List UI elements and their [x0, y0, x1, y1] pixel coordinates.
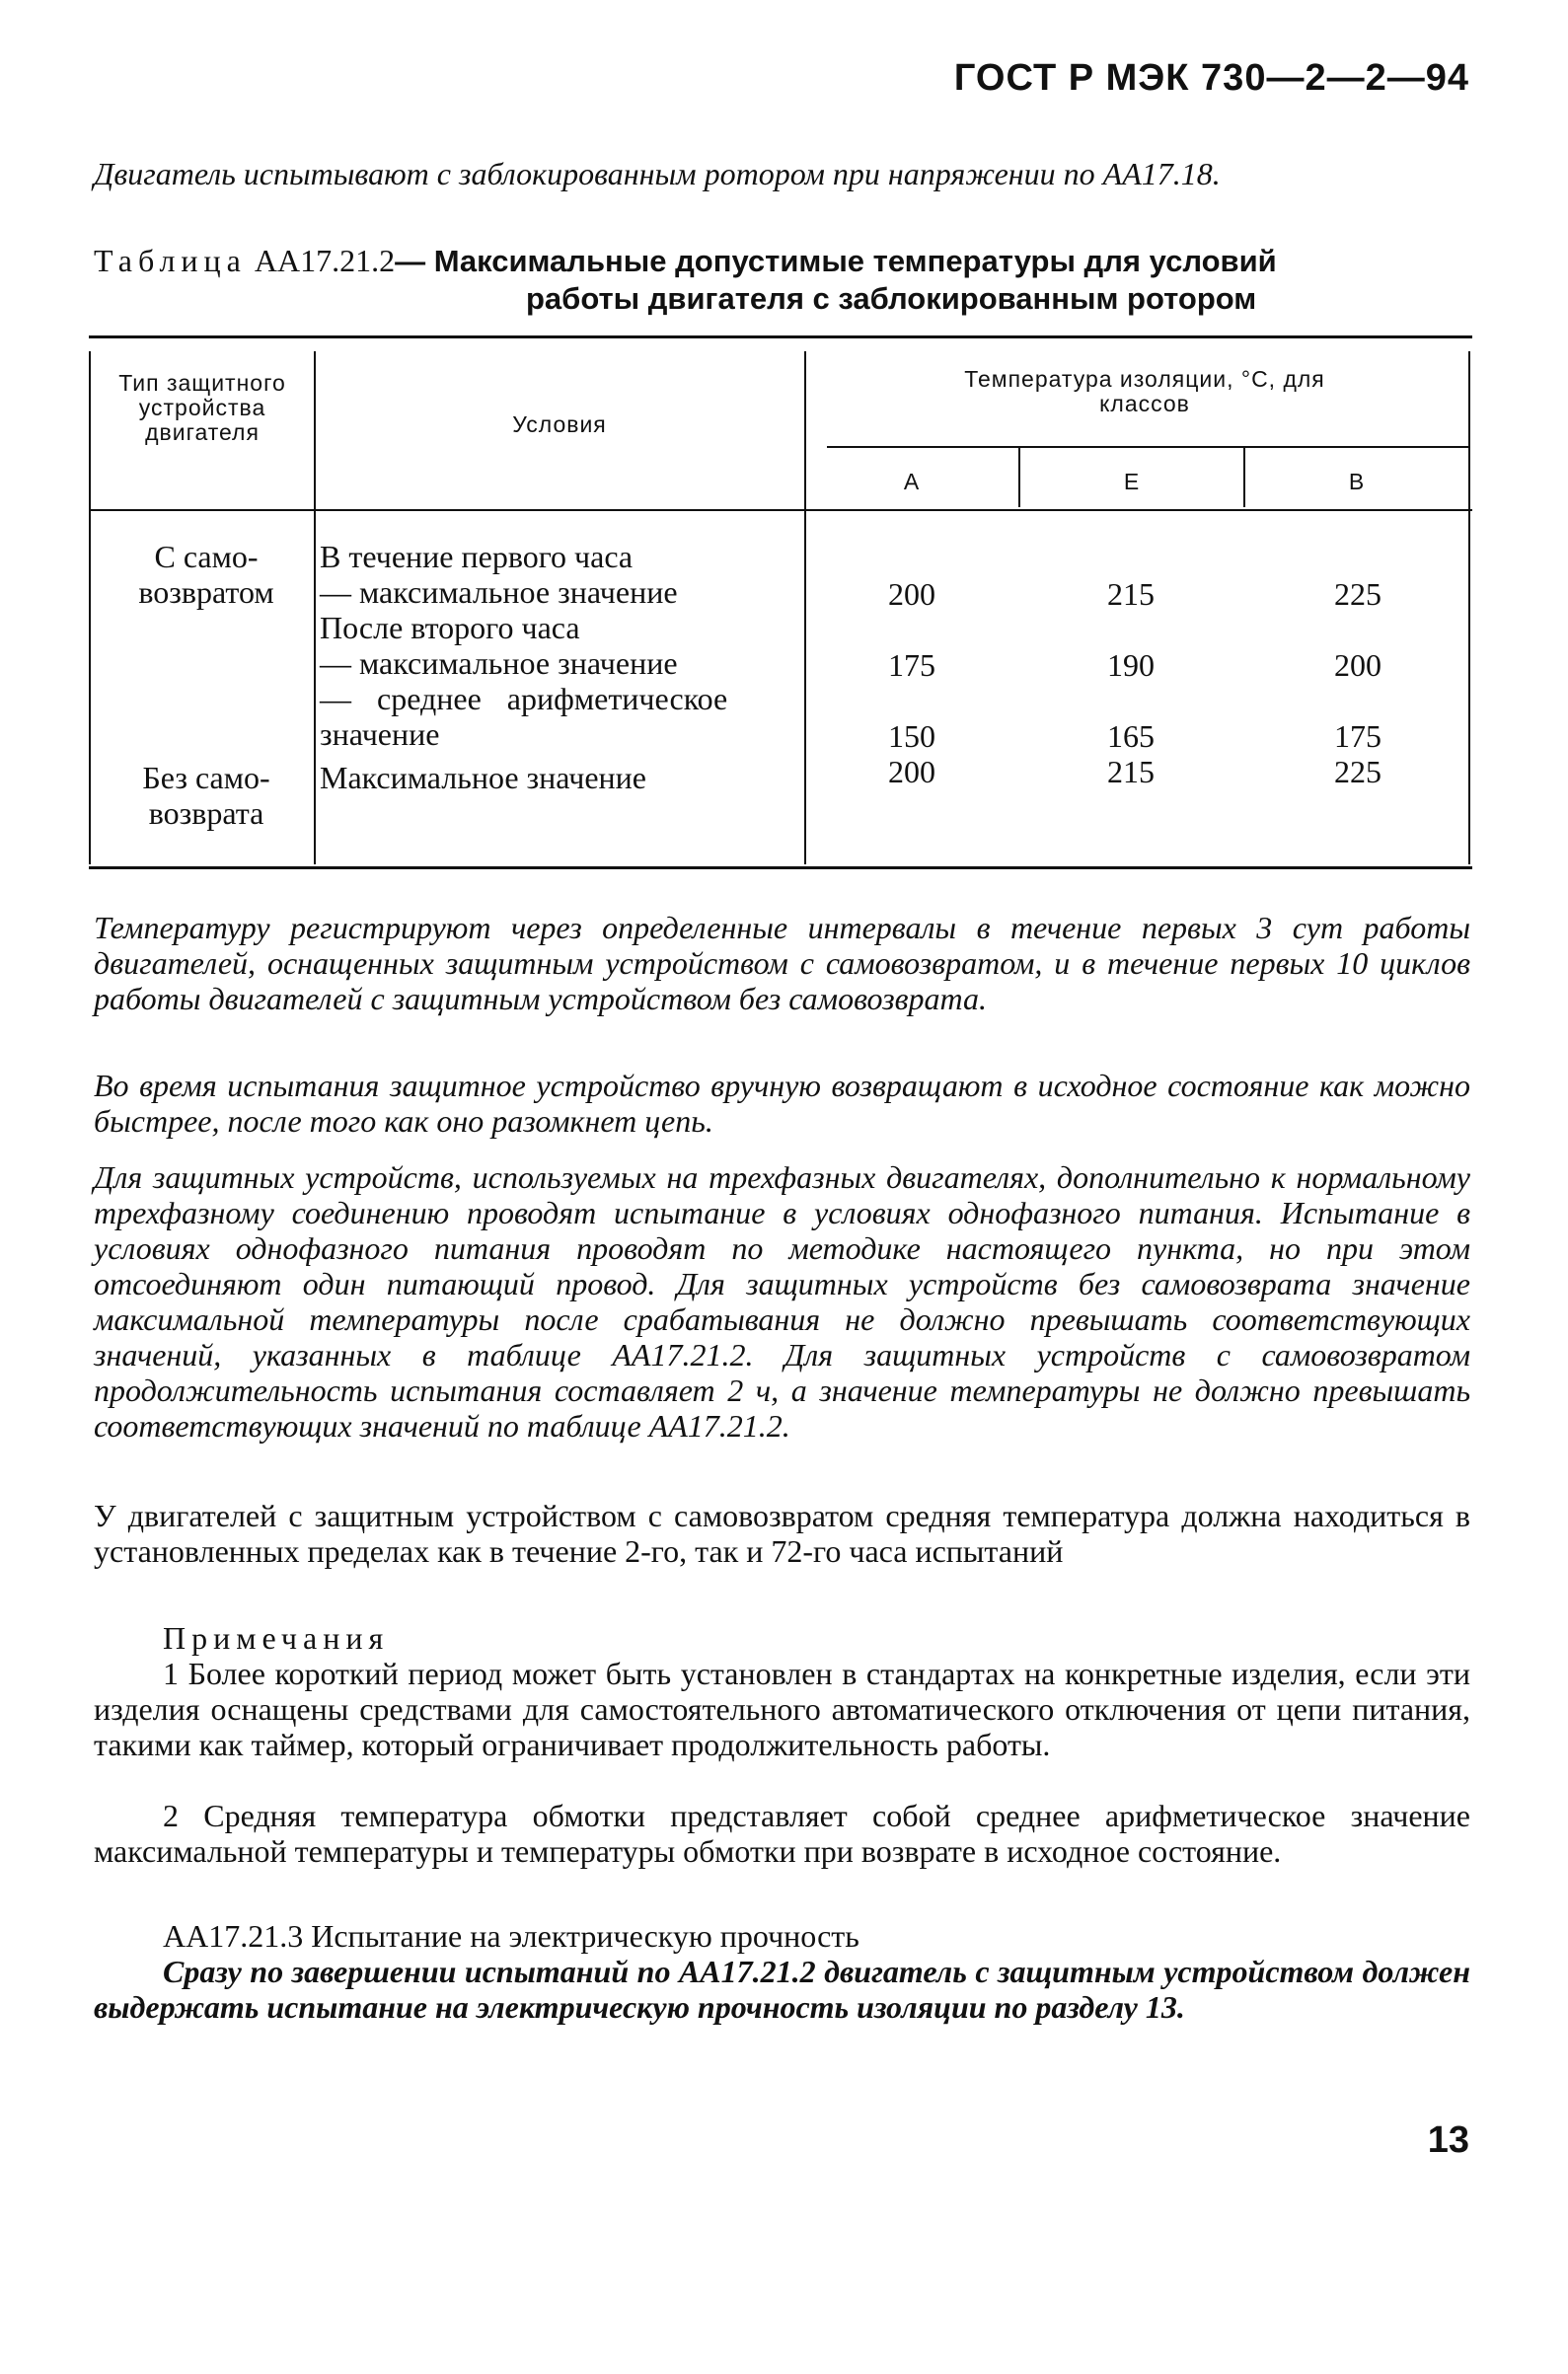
table-cell-type: возврата [148, 795, 264, 831]
table-cell-value: 200 [1334, 647, 1381, 683]
col-header-conditions: Условия [512, 411, 607, 437]
table-cell-value: 150 [888, 718, 935, 754]
notes-heading: Примечания [163, 1620, 390, 1656]
table-cell-type: возвратом [138, 574, 274, 610]
table-cell-condition: После второго часа [320, 610, 580, 645]
document-header: ГОСТ Р МЭК 730—2—2—94 [953, 57, 1469, 99]
table-caption-title-1: — Максимальные допустимые температуры для условий [395, 244, 1277, 278]
table-cell-condition: — максимальное значение [320, 574, 678, 610]
table-cell-condition: — максимальное значение [320, 645, 678, 681]
table-cell-value: 175 [888, 647, 935, 683]
section-title: АА17.21.3 Испытание на электрическую прочность [163, 1918, 859, 1954]
table-cell-value: 225 [1334, 754, 1381, 789]
table-caption-title-2: работы двигателя с заблокированным ротором [526, 281, 1257, 316]
table-cell-value: 165 [1107, 718, 1155, 754]
table-cell-value: 200 [888, 576, 935, 612]
col-header-type: Тип защитного устройства двигателя [118, 370, 286, 445]
table-caption [94, 242, 1475, 318]
note-1: 1 Более короткий период может быть установлен в стандартах на конкретные изделия, если эти изделия оснащены средствами для самостоятельного автоматического отключения от цепи питания, такими как таймер, который ограничивает продолжительность работы. [94, 1656, 1470, 1762]
col-header-class-e: Е [1123, 469, 1141, 494]
col-header-temperature: Температура изоляции, °С, для классов [964, 366, 1325, 416]
table-cell-value: 215 [1107, 754, 1155, 789]
paragraph-three-phase: Для защитных устройств, используемых на трехфазных двигателях, дополнительно к нормальному трехфазному соединению проводят испытание в условиях однофазного питания. Испытание в условиях однофазного питания проводят по методике настоящего пункта, но при этом отсоединяют один питающий провод. Для защитных устройств без самовозврата значение максимальной температуры после срабатывания не должно превышать соответствующих значений, указанных в таблице АА17.21.2. Для защитных устройств с самовозвратом продолжительность испытания составляет 2 ч, а значение температуры не должно превышать соответствующих значений по таблице АА17.21.2. [94, 1159, 1470, 1444]
table-cell-condition: В течение первого часа [320, 539, 634, 574]
table-cell-value: 175 [1334, 718, 1381, 754]
table-caption-label: Таблица [94, 243, 247, 278]
table-cell-value: 215 [1107, 576, 1155, 612]
paragraph-recording: Температуру регистрируют через определенные интервалы в течение первых 3 сут работы двигателей, оснащенных защитным устройством с самовозвратом, и в течение первых 10 циклов работы двигателей с защитным устройством без самовозврата. [94, 910, 1470, 1016]
table-cell-condition: Максимальное значение [320, 760, 646, 795]
paragraph-average-temp: У двигателей с защитным устройством с самовозвратом средняя температура должна находиться в установленных пределах как в течение 2-го, так и 72-го часа испытаний [94, 1498, 1470, 1569]
paragraph-reset: Во время испытания защитное устройство вручную возвращают в исходное состояние как можно быстрее, после того как оно разомкнет цепь. [94, 1068, 1470, 1139]
col-header-class-b: В [1348, 469, 1366, 494]
section-body: Сразу по завершении испытаний по АА17.21.2 двигатель с защитным устройством должен выдержать испытание на электрическую прочность изоляции по разделу 13. [94, 1954, 1470, 2025]
intro-paragraph: Двигатель испытывают с заблокированным ротором при напряжении по АА17.18. [94, 156, 1221, 191]
table-cell-condition: — среднее арифметическое [320, 681, 728, 716]
table-cell-value: 225 [1334, 576, 1381, 612]
page-number: 13 [1427, 2119, 1469, 2161]
table-cell-type: С само- [154, 539, 259, 574]
table-cell-type: Без само- [142, 760, 270, 795]
temperature-table [89, 335, 1472, 873]
col-header-class-a: А [903, 469, 921, 494]
table-cell-value: 200 [888, 754, 935, 789]
table-cell-value: 190 [1107, 647, 1155, 683]
note-2: 2 Средняя температура обмотки представляет собой среднее арифметическое значение максимальной температуры и температуры обмотки при возврате в исходное состояние. [94, 1798, 1470, 1869]
table-cell-condition: значение [320, 716, 440, 752]
table-caption-number: АА17.21.2 [254, 243, 396, 278]
